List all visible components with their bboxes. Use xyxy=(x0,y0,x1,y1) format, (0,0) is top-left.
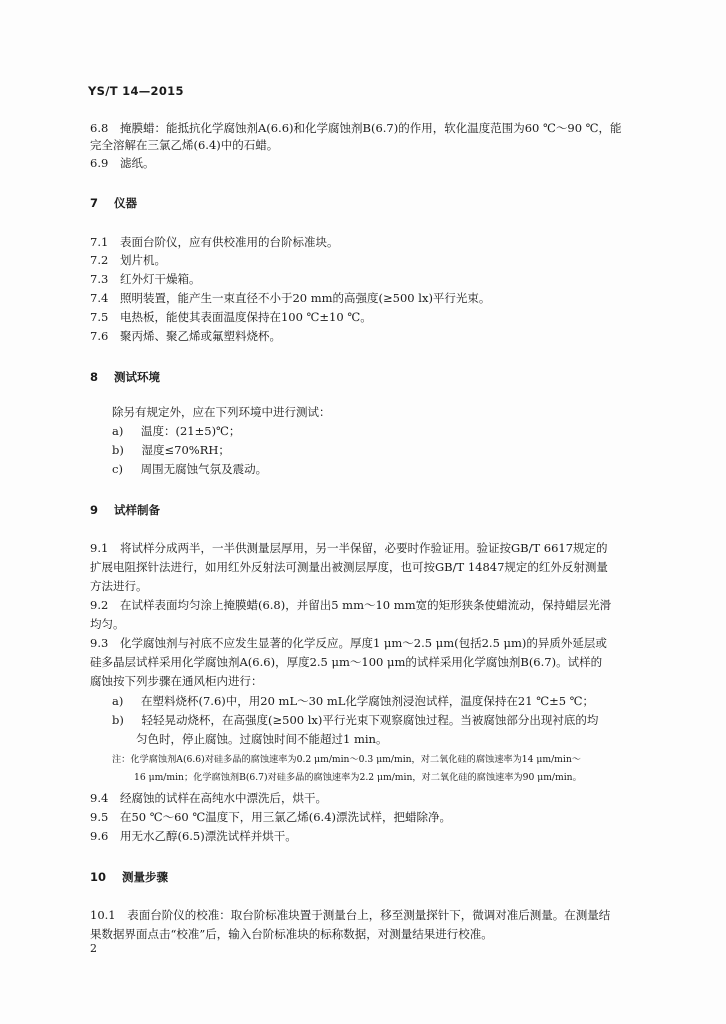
clause-7-3 xyxy=(90,272,200,287)
list-item xyxy=(112,462,267,477)
list-item xyxy=(112,443,230,458)
clause-text: 经腐蚀的试样在高纯水中漂洗后，烘干。 xyxy=(119,791,327,805)
list-text: 轻轻晃动烧杯，在高强度(≥500 lx)平行光束下观察腐蚀过程。当被腐蚀部分出现衬底的均 xyxy=(141,713,599,727)
clause-number: 7.6 xyxy=(90,329,109,343)
section-number: 10 xyxy=(90,870,107,884)
section-title: 仪器 xyxy=(114,196,138,210)
section-8-intro: 除另有规定外，应在下列环境中进行测试： xyxy=(112,405,331,419)
clause-9-1-line1 xyxy=(90,541,608,556)
section-7-heading xyxy=(90,195,137,211)
clause-10-1-line1 xyxy=(90,908,610,923)
list-label: c) xyxy=(112,462,123,476)
clause-6-9 xyxy=(90,156,154,171)
section-title: 测量步骤 xyxy=(122,870,169,884)
clause-text: 聚丙烯、聚乙烯或氟塑料烧杯。 xyxy=(119,329,281,343)
section-title: 试样制备 xyxy=(114,503,161,517)
list-item xyxy=(112,694,594,709)
clause-text: 掩膜蜡：能抵抗化学腐蚀剂A(6.6)和化学腐蚀剂B(6.7)的作用，软化温度范围为60 ℃～90 ℃，能 xyxy=(119,121,622,135)
clause-number: 7.3 xyxy=(90,272,109,286)
clause-number: 7.4 xyxy=(90,291,109,305)
clause-text: 表面台阶仪，应有供校准用的台阶标准块。 xyxy=(119,235,339,249)
list-item xyxy=(112,713,598,728)
list-label: a) xyxy=(112,694,124,708)
list-label: a) xyxy=(112,424,124,438)
list-item xyxy=(112,424,240,439)
clause-number: 9.1 xyxy=(90,541,109,555)
clause-7-1 xyxy=(90,235,338,250)
clause-text: 将试样分成两半，一半供测量层厚用，另一半保留，必要时作验证用。验证按GB/T 6617规定的 xyxy=(119,541,608,555)
list-label: b) xyxy=(112,713,124,727)
clause-10-1-line2: 果数据界面点击“校准”后，输入台阶标准块的标称数据，对测量结果进行校准。 xyxy=(90,927,493,941)
section-title: 测试环境 xyxy=(114,370,161,384)
clause-9-1-line3: 方法进行。 xyxy=(90,579,148,593)
section-10-heading xyxy=(90,869,168,885)
clause-text: 在50 ℃～60 ℃温度下，用三氯乙烯(6.4)漂洗试样，把蜡除净。 xyxy=(119,810,452,824)
clause-text: 滤纸。 xyxy=(119,156,155,170)
list-item-continuation: 匀色时，停止腐蚀。过腐蚀时间不能超过1 min。 xyxy=(136,732,388,746)
clause-number: 9.4 xyxy=(90,791,109,805)
clause-6-8-line1 xyxy=(90,121,622,136)
clause-number: 6.8 xyxy=(90,121,109,135)
clause-text: 电热板，能使其表面温度保持在100 ℃±10 ℃。 xyxy=(119,310,372,324)
clause-9-3-line2: 硅多晶层试样采用化学腐蚀剂A(6.6)，厚度2.5 μm～100 μm的试样采用化学腐蚀剂B(6.7)。试样的 xyxy=(90,655,603,669)
clause-9-6 xyxy=(90,829,297,844)
clause-number: 7.1 xyxy=(90,235,109,249)
clause-number: 9.6 xyxy=(90,829,109,843)
clause-text: 表面台阶仪的校准：取台阶标准块置于测量台上，移至测量探针下，微调对准后测量。在测量结 xyxy=(127,908,611,922)
note-line2: 16 μm/min；化学腐蚀剂B(6.7)对硅多晶的腐蚀速率为2.2 μm/min，对二氧化硅的腐蚀速率为90 μm/min。 xyxy=(134,772,582,783)
clause-number: 10.1 xyxy=(90,908,116,922)
section-9-heading xyxy=(90,502,160,518)
clause-number: 9.3 xyxy=(90,636,109,650)
clause-6-8-line2: 完全溶解在三氯乙烯(6.4)中的石蜡。 xyxy=(90,138,279,152)
section-8-heading xyxy=(90,369,160,385)
clause-7-4 xyxy=(90,291,490,306)
note-line1: 注：化学腐蚀剂A(6.6)对硅多晶的腐蚀速率为0.2 μm/min～0.3 μm/min，对二氧化硅的腐蚀速率为14 μm/min～ xyxy=(112,754,581,765)
clause-9-1-line2: 扩展电阻探针法进行，如用红外反射法可测量出被测层厚度，也可按GB/T 14847规定的红外反射测量 xyxy=(90,560,608,574)
list-text: 周围无腐蚀气氛及震动。 xyxy=(140,462,268,476)
clause-number: 6.9 xyxy=(90,156,109,170)
clause-7-5 xyxy=(90,310,372,325)
section-number: 8 xyxy=(90,370,99,384)
clause-number: 9.5 xyxy=(90,810,109,824)
clause-7-2 xyxy=(90,253,166,268)
clause-number: 7.2 xyxy=(90,253,109,267)
page-number: 2 xyxy=(90,942,97,955)
clause-text: 化学腐蚀剂与衬底不应发生显著的化学反应。厚度1 μm～2.5 μm(包括2.5 μm)的异质外延层或 xyxy=(119,636,607,650)
clause-7-6 xyxy=(90,329,281,344)
clause-number: 9.2 xyxy=(90,598,109,612)
standard-code: YS/T 14—2015 xyxy=(88,84,184,98)
clause-9-3-line1 xyxy=(90,636,607,651)
clause-9-2-line1 xyxy=(90,598,611,613)
clause-9-2-line2: 均匀。 xyxy=(90,617,125,631)
clause-text: 在试样表面均匀涂上掩膜蜡(6.8)，并留出5 mm～10 mm宽的矩形狭条使蜡流动，保持蜡层光滑 xyxy=(119,598,612,612)
list-text: 在塑料烧杯(7.6)中，用20 mL～30 mL化学腐蚀剂浸泡试样，温度保持在21 ℃±5 ℃； xyxy=(141,694,595,708)
clause-text: 用无水乙醇(6.5)漂洗试样并烘干。 xyxy=(119,829,297,843)
section-number: 7 xyxy=(90,196,99,210)
section-number: 9 xyxy=(90,503,99,517)
list-label: b) xyxy=(112,443,124,457)
list-text: 温度：(21±5)℃； xyxy=(141,424,241,438)
clause-9-5 xyxy=(90,810,451,825)
clause-9-3-line3: 腐蚀按下列步骤在通风柜内进行： xyxy=(90,674,263,688)
clause-number: 7.5 xyxy=(90,310,109,324)
list-text: 湿度≤70%RH； xyxy=(141,443,230,457)
clause-text: 划片机。 xyxy=(119,253,166,267)
clause-9-4 xyxy=(90,791,327,806)
clause-text: 红外灯干燥箱。 xyxy=(119,272,201,286)
clause-text: 照明装置，能产生一束直径不小于20 mm的高强度(≥500 lx)平行光束。 xyxy=(119,291,491,305)
